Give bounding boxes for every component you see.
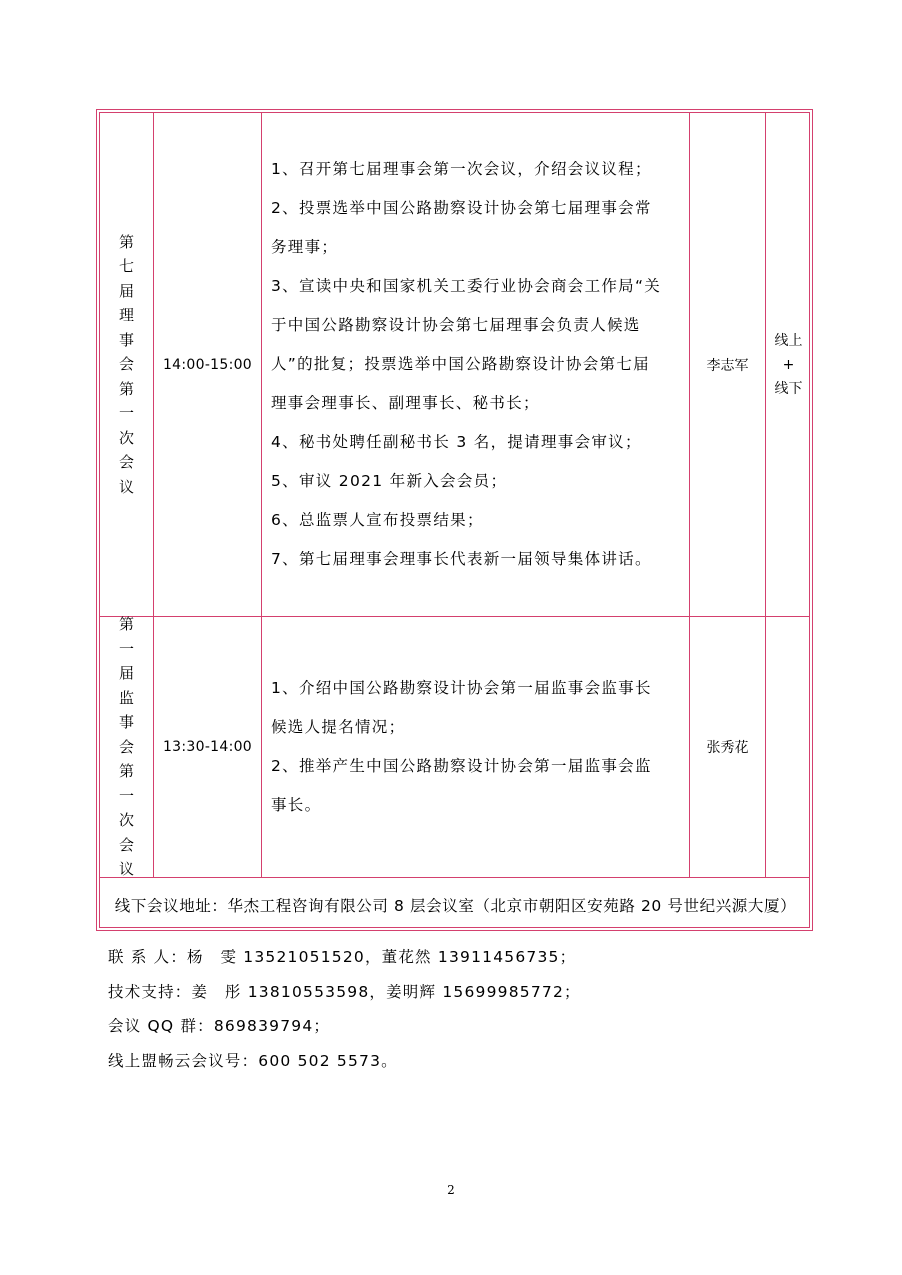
meeting-name-char: 一 [118,404,134,423]
meeting-name-char: 次 [118,811,134,830]
meeting-name-char: 监 [118,688,134,707]
meeting-name-char: 事 [118,713,134,732]
meeting-name-char: 会 [118,737,134,756]
meeting-name-char: 届 [118,281,134,300]
table-row-1-meeting [100,113,153,616]
mode-line: + [782,356,795,373]
mode-line: 线下 [774,380,803,397]
schedule-table [96,109,813,931]
agenda-item: 6、总监票人宣布投票结果； [271,511,484,529]
meeting-name-char: 一 [118,639,134,658]
meeting-name-vertical [119,230,134,500]
table-row-2-time [154,617,261,877]
online-meeting-id-line: 线上盟畅云会议号：600 502 5573。 [108,1051,398,1070]
agenda-item: 2、推举产生中国公路勘察设计协会第一届监事会监 [271,757,652,775]
agenda-item: 2、投票选举中国公路勘察设计协会第七届理事会常 [271,199,652,217]
tech-support-line: 技术支持：姜 彤 13810553598，姜明辉 15699985772； [108,982,581,1001]
table-row-2-meeting [100,617,153,877]
agenda-item: 于中国公路勘察设计协会第七届理事会负责人候选 [271,316,641,334]
time-slot: 14:00-15:00 [162,356,253,373]
meeting-name-char: 第 [118,379,134,398]
meeting-name-char: 第 [118,762,134,781]
agenda-item: 理事会理事长、副理事长、秘书长； [271,394,540,412]
table-row-1-time [154,113,261,616]
agenda-item: 7、第七届理事会理事长代表新一届领导集体讲话。 [271,550,652,568]
meeting-name-char: 会 [118,453,134,472]
meeting-name-char: 第 [118,232,134,251]
agenda-item: 5、审议 2021 年新入会会员； [271,472,508,490]
contact-person-line: 联 系 人：杨 雯 13521051520，董花然 13911456735； [108,948,577,966]
table-address-row [100,878,811,931]
agenda-list [271,150,661,579]
table-row-2-mode [766,617,811,877]
agenda-item: 务理事； [271,238,339,256]
agenda-item: 4、秘书处聘任副秘书长 3 名，提请理事会审议； [271,433,642,451]
meeting-name-char: 次 [118,428,134,447]
meeting-name-vertical [119,612,134,882]
meeting-name-char: 理 [118,306,134,325]
table-row-2-agenda [262,617,689,877]
table-row-1-mode [766,113,811,616]
meeting-name-char: 议 [118,860,134,879]
venue-address: 线下会议地址：华杰工程咨询有限公司 8 层会议室（北京市朝阳区安苑路 20 号世纪兴源大厦） [114,896,797,915]
host-name: 张秀花 [706,740,749,756]
meeting-name-char: 事 [118,330,134,349]
agenda-item: 事长。 [271,796,322,814]
agenda-list [271,669,652,825]
table-row-1-host [690,113,765,616]
meeting-name-char: 会 [118,835,134,854]
table-row-1-agenda [262,113,689,616]
meeting-name-char: 第 [118,615,134,634]
time-slot: 13:30-14:00 [162,739,253,755]
contact-info [108,940,581,1078]
agenda-item: 人”的批复；投票选举中国公路勘察设计协会第七届 [271,355,650,373]
agenda-item: 3、宣读中央和国家机关工委行业协会商会工作局“关 [271,277,662,295]
page-number: 2 [447,1183,455,1197]
qq-group-line: 会议 QQ 群：869839794； [108,1017,331,1035]
meeting-name-char: 一 [118,786,134,805]
host-name: 李志军 [706,357,749,374]
table-inner-border [99,112,810,928]
meeting-name-char: 七 [118,257,134,276]
agenda-item: 1、召开第七届理事会第一次会议，介绍会议议程； [271,160,652,178]
meeting-name-char: 届 [118,664,134,683]
table-row-2-host [690,617,765,877]
meeting-name-char: 议 [118,477,134,496]
agenda-item: 候选人提名情况； [271,718,406,736]
agenda-item: 1、介绍中国公路勘察设计协会第一届监事会监事长 [271,679,652,697]
mode-line: 线上 [774,332,803,349]
meeting-name-char: 会 [118,355,134,374]
